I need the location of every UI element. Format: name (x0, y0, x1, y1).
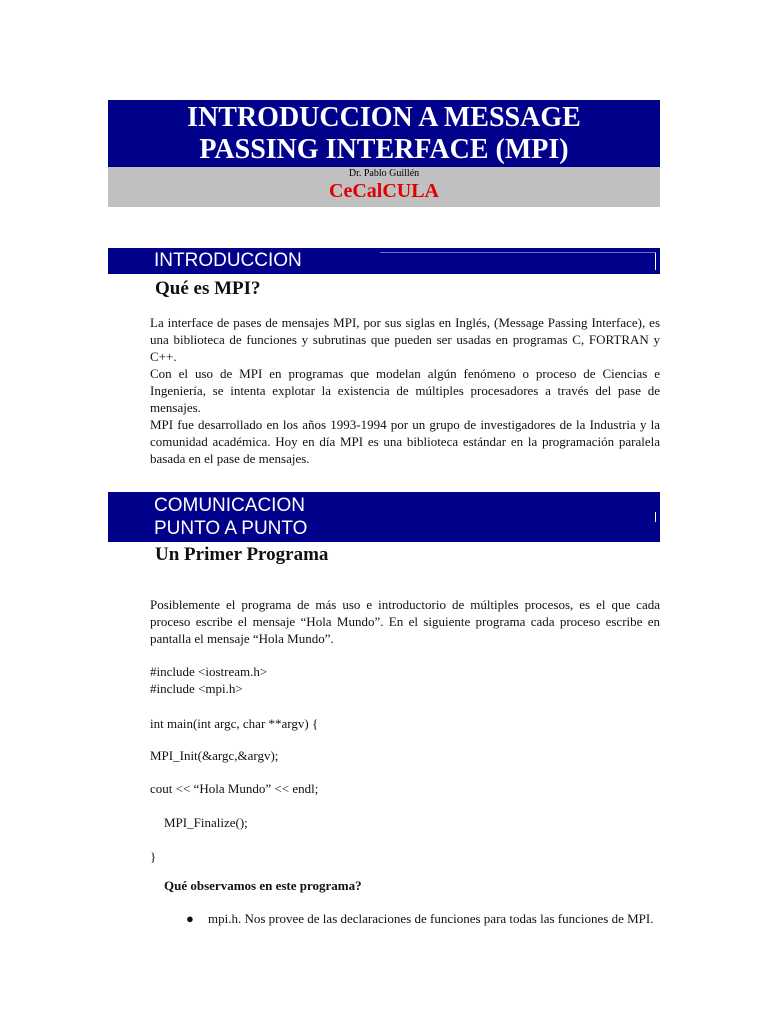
author-banner (108, 167, 660, 207)
section-bar-label-line-1: COMUNICACION (154, 495, 305, 516)
title-banner (108, 100, 660, 167)
section-bar-tick (655, 512, 656, 522)
code-line: MPI_Finalize(); (164, 815, 248, 830)
title-line-2: PASSING INTERFACE (MPI) (199, 134, 569, 165)
code-line: int main(int argc, char **argv) { (150, 716, 319, 731)
code-line: #include <mpi.h> (150, 681, 243, 696)
section-bar-label-line-2: PUNTO A PUNTO (154, 518, 308, 539)
section-bar-label: INTRODUCCION (154, 250, 302, 271)
organization-name: CeCalCULA (329, 180, 439, 202)
code-line: } (150, 849, 157, 864)
section-bar-introduccion (108, 248, 660, 274)
section-bar-comunicacion (108, 492, 660, 542)
section-bar-label (154, 494, 307, 540)
list-item (150, 910, 660, 927)
intro-paragraphs (150, 314, 660, 467)
code-line: #include <iostream.h> (150, 664, 268, 679)
question-heading: Qué observamos en este programa? (164, 878, 362, 893)
paragraph: Con el uso de MPI en programas que modelan algún fenómeno o proceso de Ciencias e Ingeniería, se intenta explotar la existencia de múltiples procesadores a través del pase de mensajes. (150, 366, 660, 415)
document-title-block (108, 100, 660, 207)
section-heading-primer-programa: Un Primer Programa (155, 544, 329, 565)
author-name: Dr. Pablo Guillén (348, 168, 420, 179)
code-line: MPI_Init(&argc,&argv); (150, 748, 279, 763)
bullet-icon: ● (186, 911, 194, 926)
section-bar-tick (655, 253, 656, 270)
title-line-1: INTRODUCCION A MESSAGE (187, 102, 581, 133)
list-item-text: mpi.h. Nos provee de las declaraciones de funciones para todas las funciones de MPI. (208, 911, 654, 926)
paragraph: La interface de pases de mensajes MPI, por sus siglas en Inglés, (Message Passing Interface), es una biblioteca de funciones y subrutinas que pueden ser usadas en programas C, FORTRAN y C++. (150, 315, 660, 364)
paragraph: MPI fue desarrollado en los años 1993-1994 por un grupo de investigadores de la Industria y la comunidad académica. Hoy en día MPI es una biblioteca estándar en la programación paralela basada en el pase de mensajes. (150, 417, 660, 466)
paragraph: Posiblemente el programa de más uso e introductorio de múltiples procesos, es el que cada proceso escribe el mensaje “Hola Mundo”. En el siguiente programa cada proceso escribe en pantalla el mensaje “Hola Mundo”. (150, 597, 660, 646)
section-bar-rule (380, 252, 656, 253)
program-intro-paragraph (150, 596, 660, 647)
observations-list (150, 910, 660, 927)
code-line: cout << “Hola Mundo” << endl; (150, 781, 319, 796)
section-heading-que-es-mpi: Qué es MPI? (155, 278, 261, 299)
